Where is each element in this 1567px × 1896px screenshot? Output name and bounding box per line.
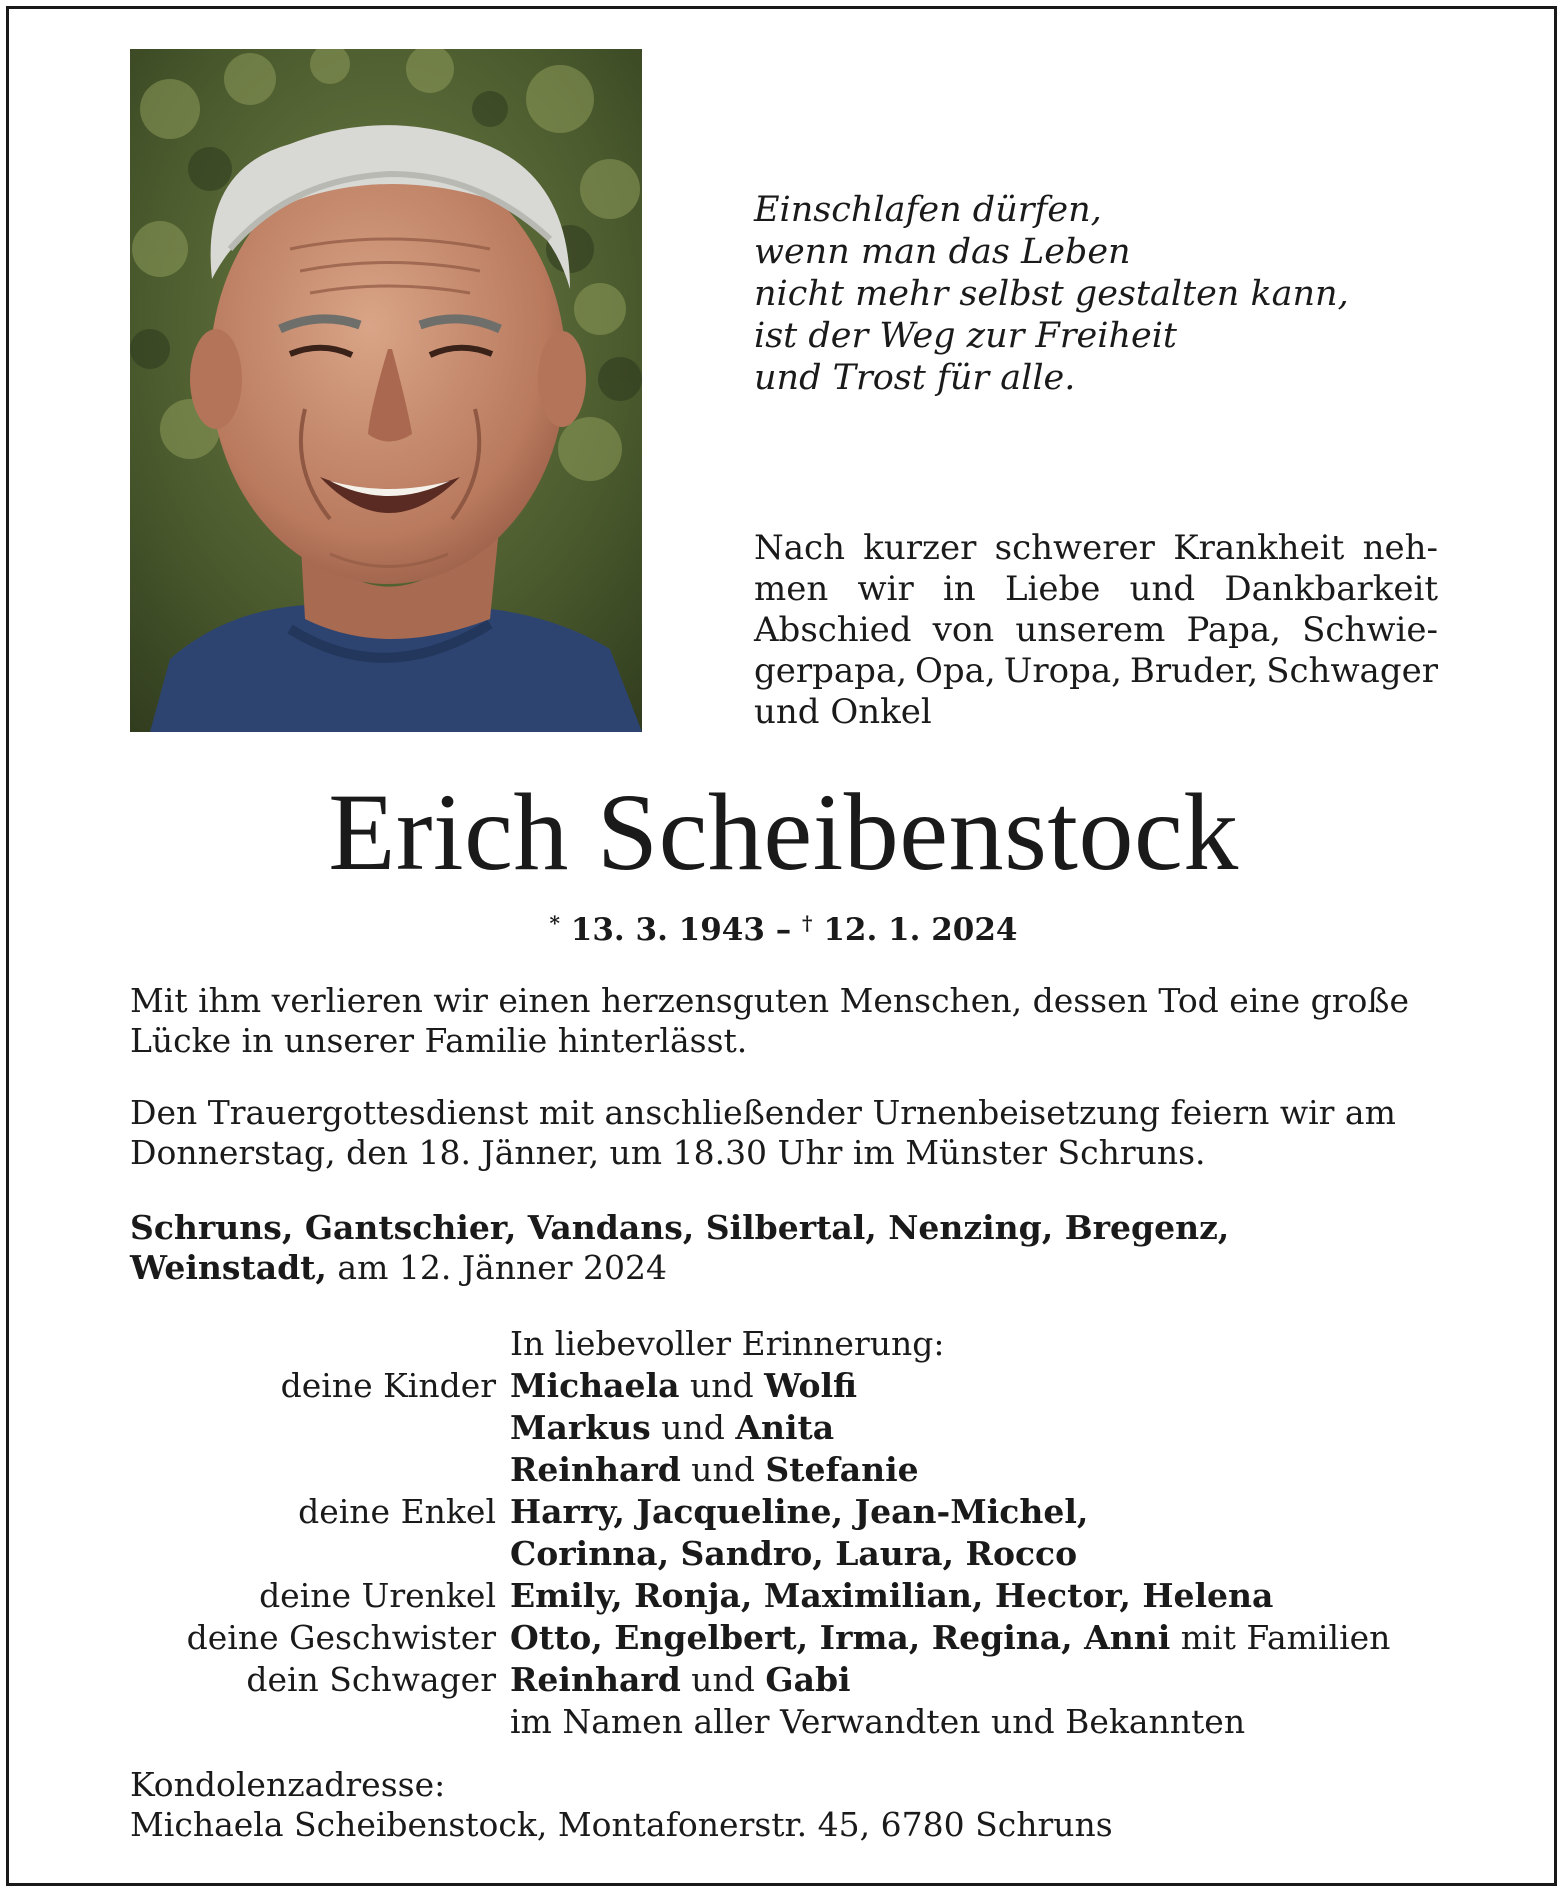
- family-row: [130, 1407, 1450, 1449]
- relatives-names: [510, 1575, 1450, 1617]
- relatives-names: [510, 1617, 1450, 1659]
- intro-word: kurzer: [863, 528, 977, 568]
- family-rows: [130, 1365, 1450, 1743]
- relatives-names: [510, 1659, 1450, 1701]
- relative-name: Emily, Ronja, Maximilian, Hector, Helena: [510, 1576, 1274, 1615]
- intro-line: [754, 610, 1438, 651]
- relative-name: Stefanie: [765, 1450, 919, 1489]
- relation-label: [130, 1449, 510, 1491]
- relation-label: [130, 1533, 510, 1575]
- last-place: Weinstadt,: [130, 1248, 327, 1287]
- intro-word: Schwie-: [1302, 610, 1438, 650]
- relation-label: deine Kinder: [280, 1366, 496, 1405]
- relative-name: Reinhard: [510, 1450, 681, 1489]
- relative-name: Michaela: [510, 1366, 680, 1405]
- relation-label: deine Urenkel: [259, 1576, 496, 1615]
- intro-word: men: [754, 569, 829, 609]
- relatives-names: [510, 1449, 1450, 1491]
- intro-word: und: [1129, 569, 1196, 609]
- intro-word: wir: [857, 569, 914, 609]
- intro-line: [754, 651, 1438, 692]
- relation-label: [130, 1701, 510, 1743]
- intro-word: Krankheit: [1173, 528, 1345, 568]
- connector-text: und: [650, 1408, 736, 1447]
- remembrance-paragraph: [130, 981, 1450, 1061]
- intro-word: Dankbarkeit: [1224, 569, 1438, 609]
- family-row: [130, 1365, 1450, 1407]
- paragraph-line: Lücke in unserer Familie hinterlässt.: [130, 1021, 748, 1060]
- relative-name: Otto, Engelbert, Irma, Regina, Anni: [510, 1618, 1171, 1657]
- intro-word: von: [932, 610, 995, 650]
- family-row: [130, 1617, 1450, 1659]
- intro-word: schwerer: [994, 528, 1155, 568]
- family-heading: In liebevoller Erinnerung:: [510, 1324, 945, 1363]
- relation-label: deine Geschwister: [186, 1618, 496, 1657]
- relatives-names: [510, 1491, 1450, 1533]
- intro-line: und Onkel: [754, 692, 932, 732]
- intro-word: Liebe: [1004, 569, 1101, 609]
- service-paragraph: [130, 1093, 1450, 1173]
- intro-word: neh-: [1362, 528, 1438, 568]
- relative-name: Reinhard: [510, 1660, 681, 1699]
- family-row: [130, 1491, 1450, 1533]
- family-list: [130, 1323, 1450, 1743]
- connector-text: im Namen aller Verwandten und Bekannten: [510, 1702, 1246, 1741]
- paragraph-line: Mit ihm verlieren wir einen herzensguten Menschen, dessen Tod eine große: [130, 981, 1409, 1020]
- paragraph-line: Donnerstag, den 18. Jänner, um 18.30 Uhr im Münster Schruns.: [130, 1133, 1206, 1172]
- portrait-photo: [130, 49, 642, 732]
- connector-text: mit Familien: [1170, 1618, 1391, 1657]
- notice-date: am 12. Jänner 2024: [326, 1248, 668, 1287]
- death-symbol: †: [802, 911, 813, 935]
- relative-name: Harry, Jacqueline, Jean-Michel,: [510, 1492, 1089, 1531]
- condolence-label: Kondolenzadresse:: [130, 1765, 446, 1804]
- relation-label: deine Enkel: [298, 1492, 496, 1531]
- life-dates: [0, 903, 1567, 950]
- connector-text: und: [679, 1366, 765, 1405]
- deceased-name: Erich Scheibenstock: [328, 771, 1239, 893]
- family-row: [130, 1533, 1450, 1575]
- birth-date: 13. 3. 1943: [570, 912, 765, 948]
- poem-line: wenn man das Leben: [754, 232, 1131, 272]
- relatives-names: [510, 1533, 1450, 1575]
- family-row: [130, 1575, 1450, 1617]
- birth-symbol: *: [549, 911, 560, 935]
- relatives-names: [510, 1407, 1450, 1449]
- intro-word: Abschied: [754, 610, 912, 650]
- intro-word: Nach: [754, 528, 845, 568]
- intro-line: [754, 569, 1438, 610]
- intro-word: Opa,: [915, 651, 996, 691]
- intro-line: [754, 528, 1438, 569]
- relative-name: Wolfi: [764, 1366, 857, 1405]
- relative-name: Corinna, Sandro, Laura, Rocco: [510, 1534, 1078, 1573]
- relative-name: Gabi: [765, 1660, 851, 1699]
- condolence-address-text: Michaela Scheibenstock, Montafonerstr. 45, 6780 Schruns: [130, 1805, 1113, 1844]
- poem-line: und Trost für alle.: [754, 358, 1076, 398]
- poem-line: ist der Weg zur Freiheit: [754, 316, 1177, 356]
- poem-line: Einschlafen dürfen,: [754, 190, 1102, 230]
- death-date: 12. 1. 2024: [823, 912, 1018, 948]
- intro-text: [754, 528, 1438, 733]
- place-and-date: [130, 1208, 1450, 1288]
- intro-word: Bruder,: [1129, 651, 1259, 691]
- relatives-names: [510, 1365, 1450, 1407]
- condolence-address: [130, 1765, 1450, 1845]
- places-line: Schruns, Gantschier, Vandans, Silbertal, Nenzing, Bregenz,: [130, 1208, 1230, 1247]
- intro-word: Papa,: [1186, 610, 1281, 650]
- poem-line: nicht mehr selbst gestalten kann,: [754, 274, 1349, 314]
- intro-word: Schwager: [1266, 651, 1438, 691]
- connector-text: und: [680, 1450, 766, 1489]
- relative-name: Markus: [510, 1408, 651, 1447]
- intro-word: unserem: [1015, 610, 1166, 650]
- portrait-illustration: [130, 49, 642, 732]
- family-row: [130, 1701, 1450, 1743]
- relative-name: Anita: [735, 1408, 835, 1447]
- date-separator: –: [775, 912, 792, 948]
- family-heading-row: [130, 1323, 1450, 1365]
- paragraph-line: Den Trauergottesdienst mit anschließender Urnenbeisetzung feiern wir am: [130, 1093, 1396, 1132]
- relation-label: dein Schwager: [246, 1660, 496, 1699]
- family-row: [130, 1659, 1450, 1701]
- relatives-names: [510, 1701, 1450, 1743]
- relation-label: [130, 1407, 510, 1449]
- place-date-line: [130, 1248, 1450, 1288]
- intro-word: Uropa,: [1003, 651, 1122, 691]
- intro-word: gerpapa,: [754, 651, 908, 691]
- intro-word: in: [942, 569, 976, 609]
- connector-text: und: [680, 1660, 766, 1699]
- poem: [754, 189, 1454, 399]
- family-row: [130, 1449, 1450, 1491]
